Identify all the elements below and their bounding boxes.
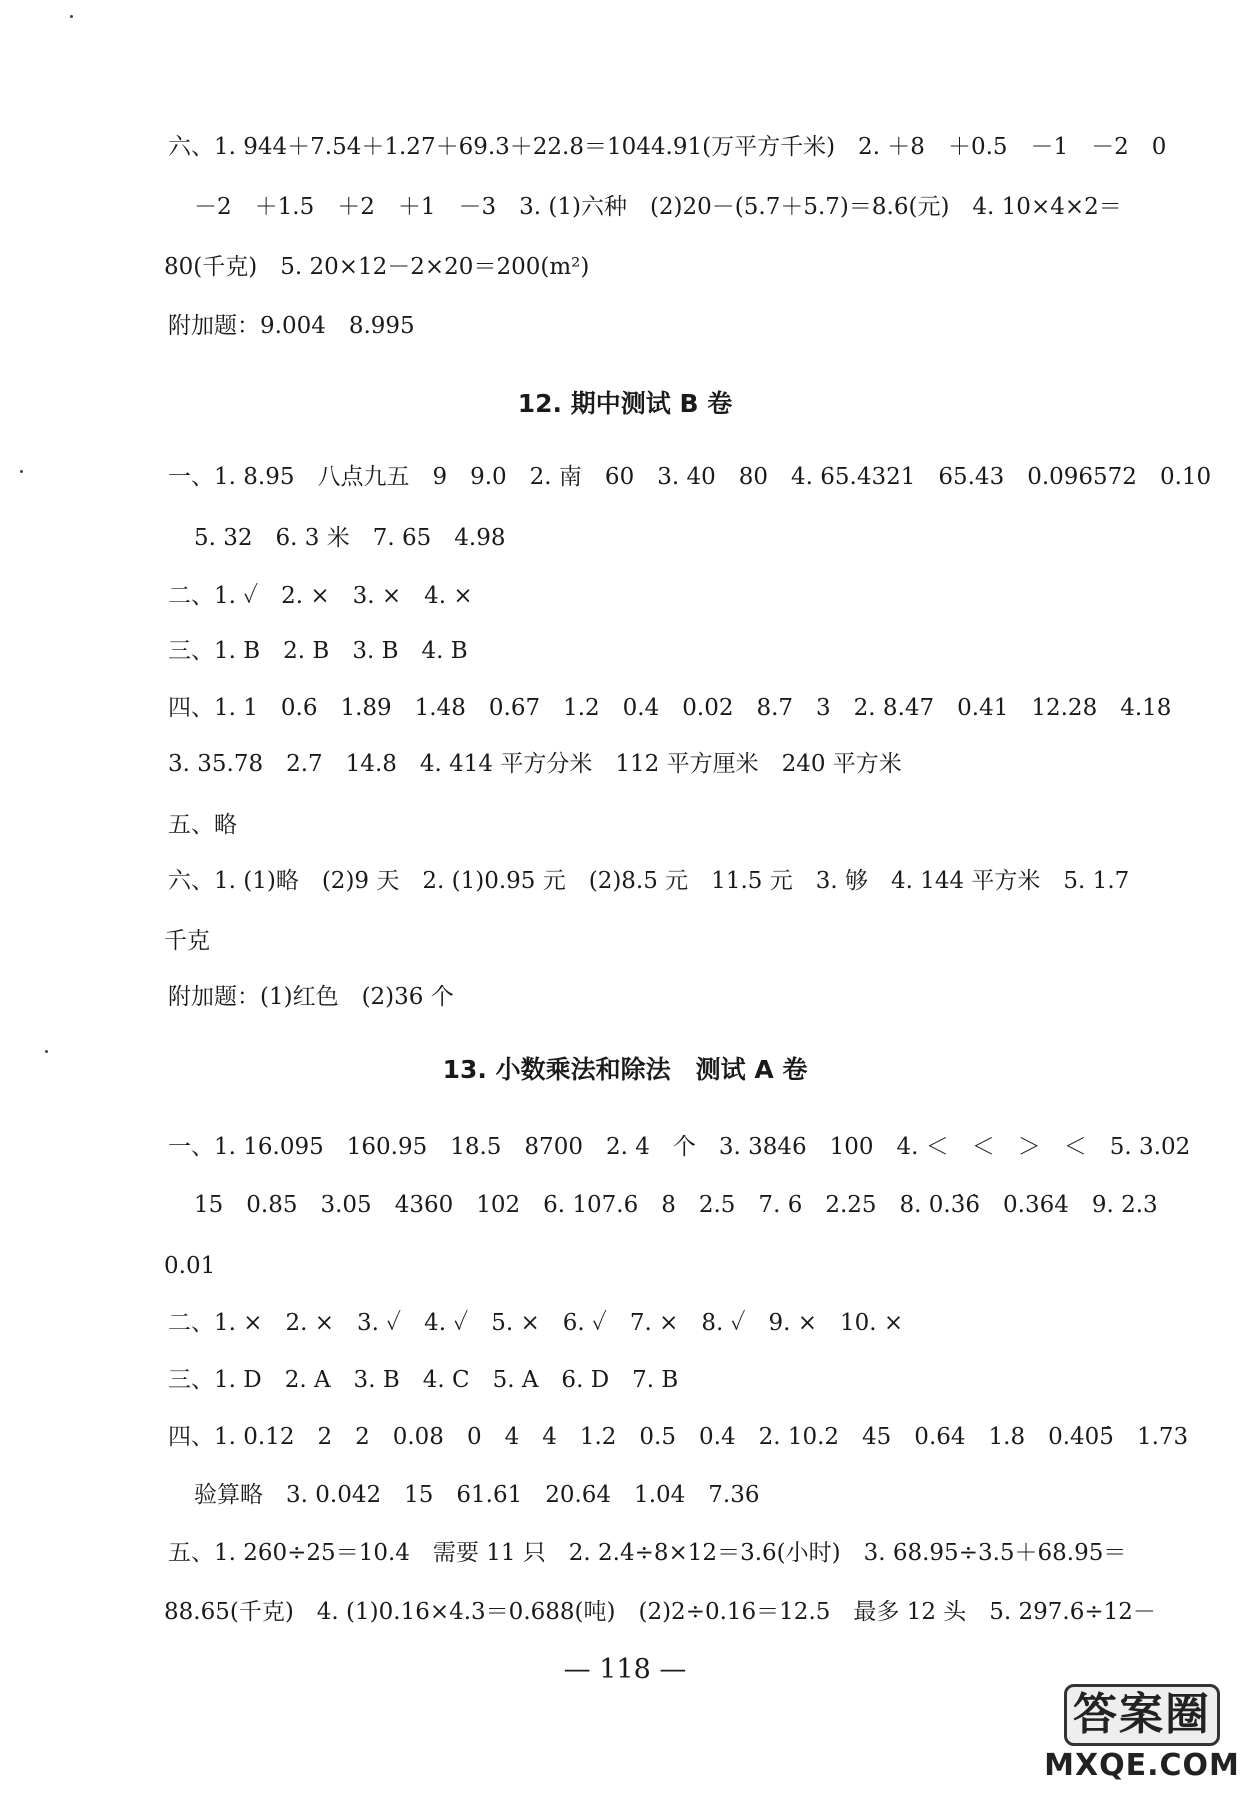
scan-speck	[20, 470, 23, 473]
answer-line: 二、1. × 2. × 3. ✓ 4. ✓ 5. × 6. ✓ 7. × 8. ✓ 9. × 10. ×	[168, 1310, 904, 1336]
answer-line: 五、1. 260÷25＝10.4 需要 11 只 2. 2.4÷8×12＝3.6(小时) 3. 68.95÷3.5＋68.95＝	[168, 1540, 1127, 1566]
page-number: — 118 —	[563, 1654, 687, 1685]
watermark-logo	[1042, 1684, 1242, 1794]
scan-speck	[45, 1050, 48, 1053]
answer-line: 88.65(千克) 4. (1)0.16×4.3＝0.688(吨) (2)2÷0.16＝12.5 最多 12 头 5. 297.6÷12－	[164, 1599, 1156, 1625]
answer-line: 二、1. ✓ 2. × 3. × 4. ×	[168, 583, 473, 609]
section-title: 13. 小数乘法和除法 测试 A 卷	[442, 1055, 808, 1084]
answer-line: 一、1. 16.095 160.95 18.5 8700 2. 4 个 3. 3846 100 4. ＜ ＜ ＞ ＜ 5. 3.02	[168, 1134, 1191, 1160]
section-title: 12. 期中测试 B 卷	[517, 389, 733, 418]
answer-line: 四、1. 0.12 2 2 0.08 0 4 4 1.2 0.5 0.4 2. 10.2 45 0.64 1.8 0.4̇05̇ 1.73	[168, 1424, 1189, 1450]
answer-line: 五、略	[168, 812, 237, 838]
answer-line: 一、1. 8.95 八点九五 9 9.0 2. 南 60 3. 40 80 4. 65.4321 65.43 0.096572 0.10	[168, 464, 1212, 490]
answer-line: －2 ＋1.5 ＋2 ＋1 －3 3. (1)六种 (2)20－(5.7＋5.7)＝8.6(元) 4. 10×4×2＝	[194, 194, 1122, 220]
answer-line: 3. 35.78 2.7 14.8 4. 414 平方分米 112 平方厘米 240 平方米	[168, 751, 902, 777]
bonus-question-line: 附加题：(1)红色 (2)36 个	[168, 984, 454, 1010]
answer-line: 80(千克) 5. 20×12－2×20＝200(m²)	[164, 254, 590, 280]
watermark-sub-text: MXQE.COM	[1044, 1748, 1240, 1783]
answer-line: 验算略 3. 0.042 15 61.61 20.64 1.04 7.36	[194, 1482, 760, 1508]
watermark-main-text: 答案圈	[1064, 1684, 1220, 1746]
answer-line: 千克	[164, 928, 210, 954]
answer-line: 四、1. 1 0.6 1.89 1.48 0.67 1.2 0.4 0.02 8.7 3 2. 8.47 0.41 12.28 4.18	[168, 695, 1172, 721]
answer-line: 三、1. B 2. B 3. B 4. B	[168, 638, 468, 664]
answer-line: 5. 32 6. 3 米 7. 65 4.98	[194, 525, 506, 551]
bonus-question-line: 附加题：9.004 8.995	[168, 313, 415, 339]
answer-line: 15 0.85 3.05 4360 102 6. 107.6 8 2.5 7. 6 2.25 8. 0.3̇6̇ 0.364 9. 2.3	[194, 1192, 1158, 1218]
answer-line: 0.01	[164, 1253, 216, 1279]
scan-speck	[70, 15, 73, 18]
answer-line: 六、1. 944＋7.54＋1.27＋69.3＋22.8＝1044.91(万平方千米) 2. ＋8 ＋0.5 －1 －2 0	[168, 134, 1167, 160]
answer-line: 六、1. (1)略 (2)9 天 2. (1)0.95 元 (2)8.5 元 11.5 元 3. 够 4. 144 平方米 5. 1.7	[168, 868, 1130, 894]
answer-line: 三、1. D 2. A 3. B 4. C 5. A 6. D 7. B	[168, 1367, 679, 1393]
